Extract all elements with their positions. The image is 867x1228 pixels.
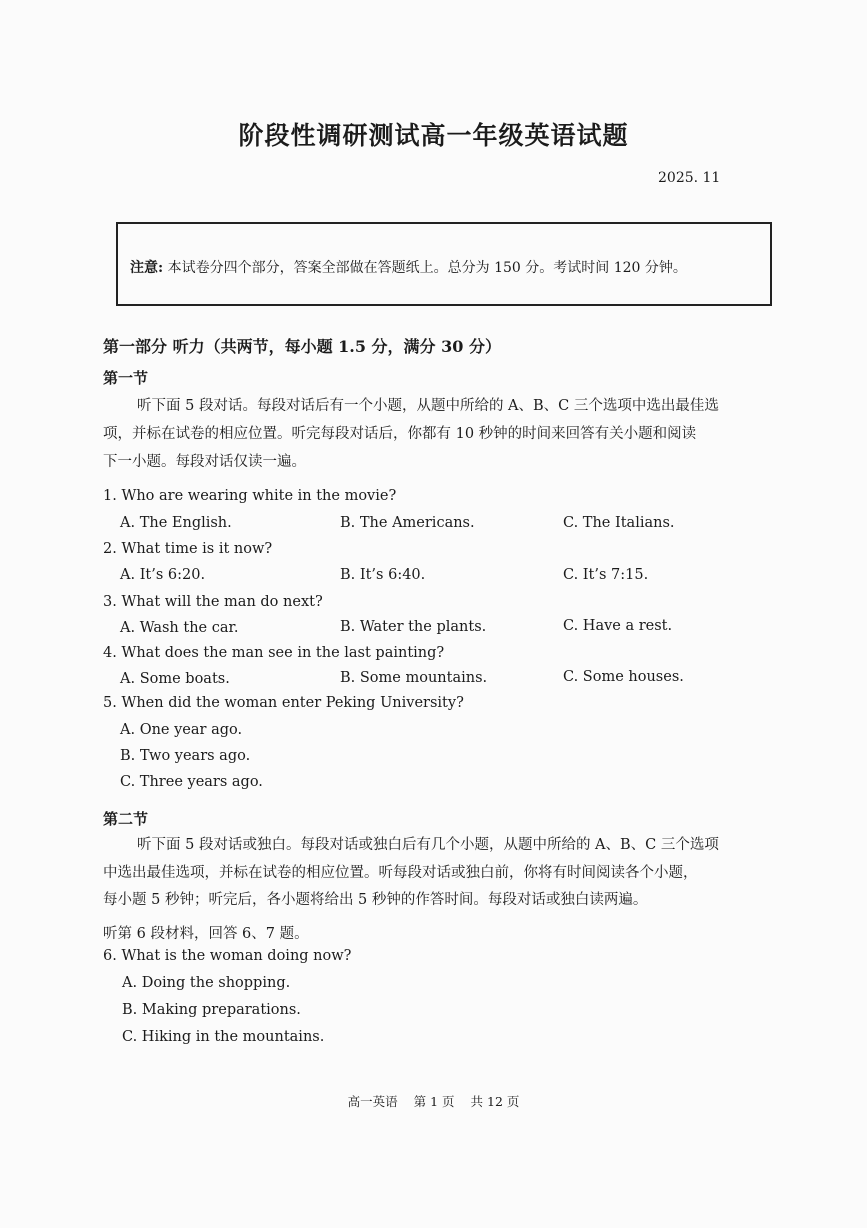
question-3: 3. What will the man do next? [103, 594, 323, 610]
section2-title: 第二节 [103, 810, 149, 828]
option-4b: B. Some mountains. [340, 670, 488, 686]
option-3a: A. Wash the car. [120, 620, 239, 636]
option-6b: B. Making preparations. [122, 1002, 301, 1018]
section2-instruction-line-3: 每小题 5 秒钟；听完后，各小题将给出 5 秒钟的作答时间。每段对话或独白读两遍。 [103, 892, 648, 908]
option-3c: C. Have a rest. [563, 618, 673, 634]
section2-instruction-line-1: 听下面 5 段对话或独白。每段对话或独白后有几个小题，从题中所给的 A、B、C 三个选项 [137, 837, 719, 853]
notice-box [116, 222, 772, 306]
notice-text [130, 257, 687, 277]
option-2b: B. It’s 6:40. [340, 567, 426, 583]
footer-page: 第 1 页 [413, 1094, 455, 1109]
option-2a: A. It’s 6:20. [120, 567, 206, 583]
section1-instruction-line-3: 下一小题。每段对话仅读一遍。 [103, 454, 306, 470]
page-title: 阶段性调研测试高一年级英语试题 [238, 121, 629, 150]
question-5: 5. When did the woman enter Peking University? [103, 695, 464, 711]
option-6c: C. Hiking in the mountains. [122, 1029, 325, 1045]
part1-title: 第一部分 听力（共两节，每小题 1.5 分，满分 30 分） [103, 337, 501, 356]
option-1c: C. The Italians. [563, 515, 675, 531]
option-1b: B. The Americans. [340, 515, 475, 531]
exam-date: 2025. 11 [658, 170, 721, 186]
option-2c: C. It’s 7:15. [563, 567, 649, 583]
question-4: 4. What does the man see in the last painting? [103, 645, 445, 661]
footer-subject: 高一英语 [347, 1094, 398, 1109]
question-1: 1. Who are wearing white in the movie? [103, 488, 397, 504]
notice-body: 本试卷分四个部分，答案全部做在答题纸上。总分为 150 分。考试时间 120 分钟。 [167, 260, 687, 276]
option-5a: A. One year ago. [120, 722, 243, 738]
footer-total: 共 12 页 [470, 1094, 520, 1109]
option-1a: A. The English. [120, 515, 232, 531]
section1-instruction-line-2: 项，并标在试卷的相应位置。听完每段对话后，你都有 10 秒钟的时间来回答有关小题和阅读 [103, 426, 697, 442]
option-5c: C. Three years ago. [120, 774, 263, 790]
option-5b: B. Two years ago. [120, 748, 251, 764]
section1-instruction-line-1: 听下面 5 段对话。每段对话后有一个小题，从题中所给的 A、B、C 三个选项中选出最佳选 [137, 398, 719, 414]
option-6a: A. Doing the shopping. [122, 975, 291, 991]
section2-instruction-line-2: 中选出最佳选项，并标在试卷的相应位置。听每段对话或独白前，你将有时间阅读各个小题， [103, 865, 698, 881]
option-4c: C. Some houses. [563, 669, 684, 685]
option-4a: A. Some boats. [120, 671, 230, 687]
question-6: 6. What is the woman doing now? [103, 948, 352, 964]
material-instruction: 听第 6 段材料，回答 6、7 题。 [103, 926, 309, 942]
notice-label: 注意: [130, 260, 164, 276]
page-footer [0, 1092, 867, 1110]
question-2: 2. What time is it now? [103, 541, 273, 557]
option-3b: B. Water the plants. [340, 619, 487, 635]
section1-title: 第一节 [103, 369, 149, 387]
